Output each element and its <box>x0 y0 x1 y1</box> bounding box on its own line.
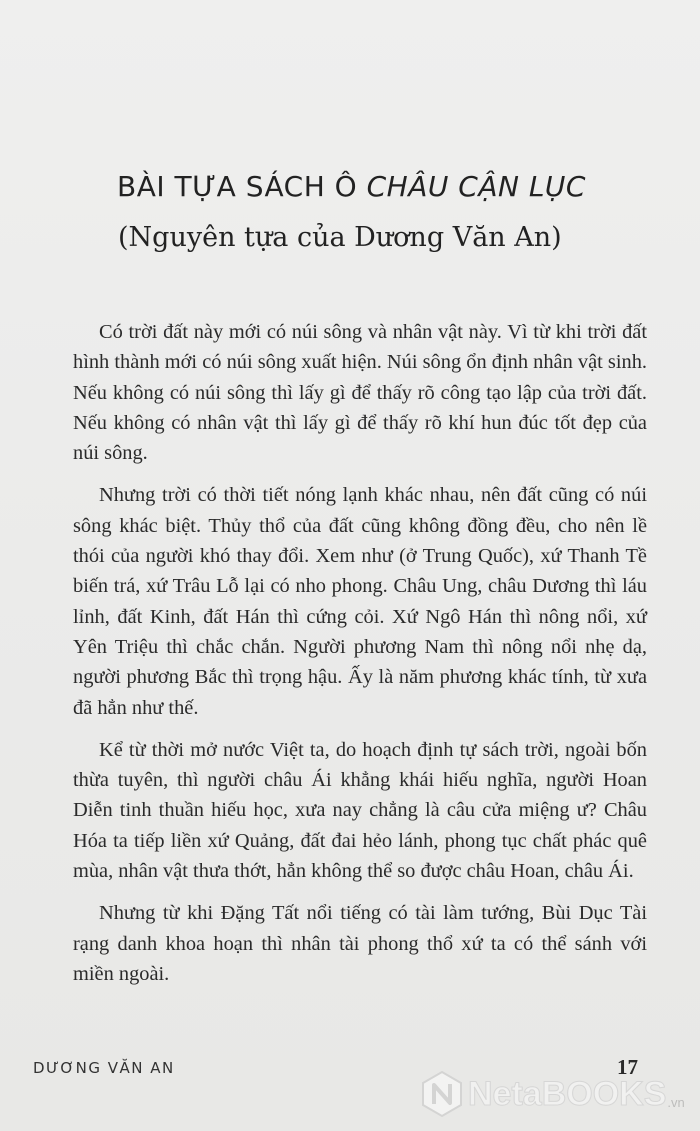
paragraph: Nhưng từ khi Đặng Tất nổi tiếng có tài làm tướng, Bùi Dục Tài rạng danh khoa hoạn thì nhân tài phong thổ xứ ta có thể sánh với miền ngoài. <box>73 902 647 985</box>
title-prefix: BÀI TỰA SÁCH Ô <box>117 170 358 203</box>
running-footer-author: DƯƠNG VĂN AN <box>33 1059 175 1077</box>
page-title <box>117 170 586 203</box>
neta-logo-icon <box>420 1070 464 1118</box>
watermark <box>420 1066 685 1122</box>
watermark-brand: NetaBOOKS <box>468 1074 667 1113</box>
paragraph: Nhưng trời có thời tiết nóng lạnh khác nhau, nên đất cũng có núi sông khác biệt. Thủy thổ của đất cũng không đồng đều, cho nên lề thói của người khó thay đổi. Xem như (ở Trung Quốc), xứ Thanh Tề biến trá, xứ Trâu Lỗ lại có nho phong. Châu Ung, châu Dương thì láu lỉnh, đất Kinh, đất Hán thì cứng cỏi. Xứ Ngô Hán thì nông nổi, xứ Yên Triệu thì chắc chắn. Người phương Nam thì nông nổi nhẹ dạ, người phương Bắc thì trọng hậu. Ấy là năm phương khác tính, từ xưa đã hẳn như thế. <box>73 484 647 719</box>
paragraph: Kể từ thời mở nước Việt ta, do hoạch định tự sách trời, ngoài bốn thừa tuyên, thì người châu Ái khẳng khái hiếu nghĩa, người Hoan Diễn tinh thuần hiếu học, xưa nay chẳng là câu cửa miệng ư? Châu Hóa ta tiếp liền xứ Quảng, đất đai hẻo lánh, phong tục chất phác quê mùa, nhân vật thưa thớt, hẳn không thể so được châu Hoan, châu Ái. <box>73 738 647 883</box>
watermark-suffix: .vn <box>667 1095 685 1110</box>
show-through-text <box>60 55 700 355</box>
page-number: 17 <box>617 1055 638 1079</box>
paragraph: Có trời đất này mới có núi sông và nhân vật này. Vì từ khi trời đất hình thành mới có núi sông xuất hiện. Núi sông ổn định nhân vật sinh. Nếu không có núi sông thì lấy gì để thấy rõ công tạo lập của trời đất. Nếu không có nhân vật thì lấy gì để thấy rõ khí hun đúc tốt đẹp của núi sông. <box>73 321 647 465</box>
body-text <box>73 317 647 1001</box>
title-italic: CHÂU CẬN LỤC <box>366 170 586 203</box>
page-subtitle: (Nguyên tựa của Dương Văn An) <box>118 222 562 253</box>
